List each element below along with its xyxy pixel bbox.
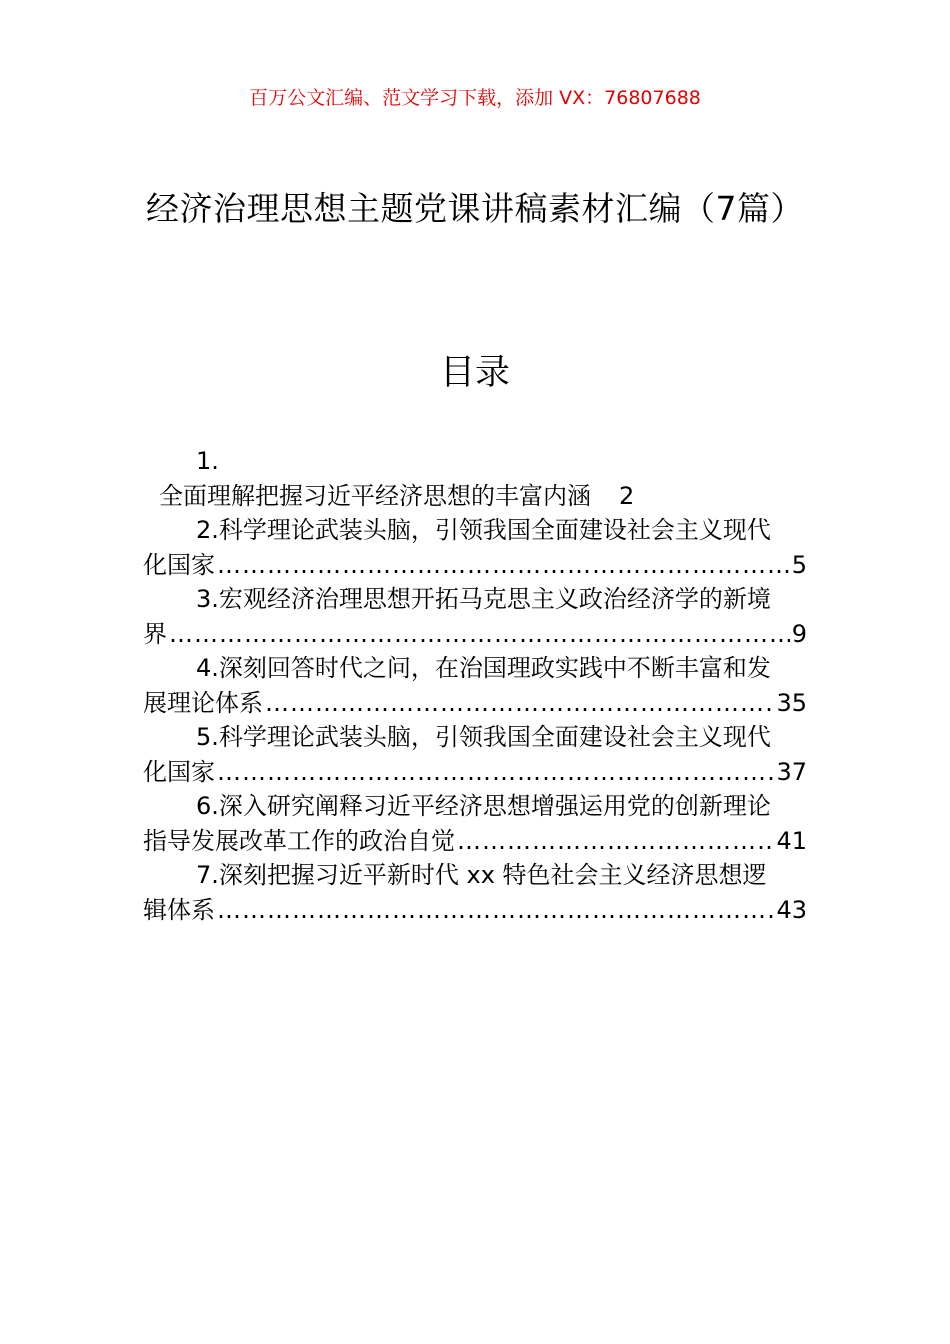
- toc-entry-page: 37: [776, 757, 807, 786]
- toc-entry-title-cont: 辑体系: [143, 895, 215, 924]
- toc-entry-title-cont: 展理论体系: [143, 688, 263, 717]
- toc-entry-title: 7.深刻把握习近平新时代 xx 特色社会主义经济思想逻: [196, 861, 767, 889]
- toc-entry-6[interactable]: [143, 789, 807, 858]
- toc-entry-title: 2.科学理论武装头脑，引领我国全面建设社会主义现代: [196, 516, 771, 544]
- toc-entry-5[interactable]: [143, 720, 807, 789]
- toc-entry-2[interactable]: [143, 513, 807, 582]
- toc-entry-1[interactable]: [143, 444, 807, 513]
- dot-leader: [217, 548, 790, 583]
- toc-entry-title: 3.宏观经济治理思想开拓马克思主义政治经济学的新境: [196, 585, 771, 613]
- dot-leader: [169, 617, 790, 652]
- toc-entry-title-cont: 化国家: [143, 757, 215, 786]
- toc-entry-title-cont: 指导发展改革工作的政治自觉: [143, 826, 455, 855]
- table-of-contents: [143, 444, 807, 927]
- toc-entry-7[interactable]: [143, 858, 807, 927]
- toc-entry-page: 43: [776, 895, 807, 924]
- document-title: 经济治理思想主题党课讲稿素材汇编（7篇）: [146, 189, 804, 228]
- toc-entry-page: 9: [791, 619, 807, 648]
- dot-leader: [217, 755, 774, 790]
- dot-leader: [457, 824, 774, 859]
- dot-leader: [265, 686, 774, 721]
- toc-entry-title: 全面理解把握习近平经济思想的丰富内涵: [159, 481, 591, 510]
- toc-entry-number: 1.: [196, 447, 219, 475]
- toc-entry-title-cont: 化国家: [143, 550, 215, 579]
- toc-heading: 目录: [439, 353, 510, 393]
- toc-entry-page: 41: [776, 826, 807, 855]
- toc-entry-page: 5: [791, 550, 807, 579]
- toc-entry-title: 6.深入研究阐释习近平经济思想增强运用党的创新理论: [196, 792, 771, 820]
- header-note: 百万公文汇编、范文学习下载，添加 VX：76807688: [249, 87, 701, 109]
- toc-entry-page: 2: [619, 481, 635, 510]
- toc-entry-title-cont: 界: [143, 619, 167, 648]
- dot-leader: [217, 893, 774, 928]
- toc-entry-title: 4.深刻回答时代之问，在治国理政实践中不断丰富和发: [196, 654, 771, 682]
- toc-entry-page: 35: [776, 688, 807, 717]
- toc-entry-3[interactable]: [143, 582, 807, 651]
- toc-entry-4[interactable]: [143, 651, 807, 720]
- toc-entry-title: 5.科学理论武装头脑，引领我国全面建设社会主义现代: [196, 723, 771, 751]
